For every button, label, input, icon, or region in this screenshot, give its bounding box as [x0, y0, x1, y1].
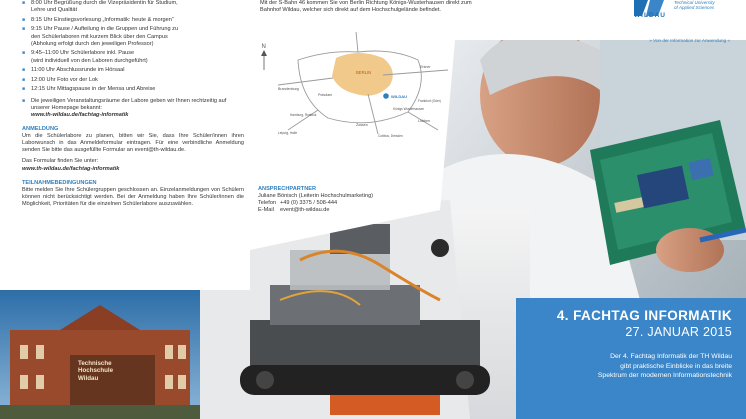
form-note-text: Das Formular finden Sie unter: — [22, 158, 99, 165]
schedule-item: ■ 12:15 Uhr Mittagspause in der Mensa und Abreise — [22, 86, 244, 93]
map-label: WILDAU — [391, 94, 407, 100]
email-label: E-Mail — [258, 207, 274, 214]
event-title: 4. FACHTAG INFORMATIK — [556, 308, 732, 323]
map-label: Zossen — [356, 123, 368, 128]
email-link[interactable]: event@th-wildau.de — [280, 207, 330, 214]
map-label: BERLIN — [356, 70, 372, 76]
conditions-text: Bitte melden Sie Ihre Schülergruppen geschlossen an. Einzelanmeldungen von Schülern können nicht berücksichtigt werden. Bei der Anmeldung haben Ihre Schüler/innen die Möglichkeit, Prioritäten für die einzelnen Schülerlabore auszuwählen. — [22, 186, 244, 207]
schedule-item: ■ 8:15 Uhr Einstiegsvorlesung „Informatik: heute & morgen“ — [22, 17, 244, 24]
map-label: Königs Wusterhausen — [393, 107, 425, 112]
contact-heading: ANSPRECHPARTNER — [258, 186, 317, 192]
schedule-list — [22, 0, 244, 94]
contact-phone-row — [258, 200, 458, 207]
directions-column — [258, 0, 478, 145]
schedule-item: ■ 8:00 Uhr Begrüßung durch die Vizepräsidentin für Studium, Lehre und Qualität — [22, 0, 244, 14]
event-date: 27. JANUAR 2015 — [625, 325, 732, 339]
rooms-note-text: Die jeweiligen Veranstaltungsräume der Labore geben wir Ihnen rechtzeitig auf unserer Homepage bekannt: — [31, 97, 227, 111]
map-label: Leipzig, Halle — [278, 131, 298, 136]
phone-label: Telefon — [258, 200, 277, 207]
north-label: N — [261, 44, 266, 51]
form-url-link[interactable]: www.th-wildau.de/fachtag-informatik — [22, 165, 120, 172]
north-arrow-icon — [261, 44, 267, 70]
map-label: Hamburg, Rostock — [290, 113, 317, 118]
map-label: Cottbus, Dresden — [378, 134, 403, 139]
rooms-url-link[interactable]: www.th-wildau.de/fachtag-informatik — [31, 111, 129, 118]
registration-form-note — [22, 158, 244, 172]
schedule-item: ■ 11:00 Uhr Abschlussrunde im Hörsaal — [22, 67, 244, 74]
th-wildau-logo[interactable] — [628, 0, 746, 24]
map-label: Potsdam — [318, 93, 333, 98]
schedule-item: ■ 9:45–11:00 Uhr Schülerlabore inkl. Pause (wird individuell von den Laboren durchgeführt) — [22, 50, 244, 64]
schedule-item: ■ 9:15 Uhr Pause / Aufteilung in die Gruppen und Führung zu den Schülerlaboren mit kurzem Blick über den Campus (Abholung erfolgt durch den jeweiligen Professor) — [22, 26, 244, 48]
map-label: Lübben — [418, 119, 430, 124]
event-banner — [516, 298, 746, 419]
map-label: Brandenburg — [278, 87, 299, 92]
location-map — [258, 30, 458, 140]
registration-heading: ANMELDUNG — [22, 126, 59, 133]
contact-block — [258, 186, 458, 214]
wildau-marker — [383, 93, 389, 99]
rooms-note — [22, 98, 244, 120]
building-sign: Technische Hochschule Wildau — [78, 360, 114, 382]
contact-name: Juliane Bönisch (Leiterin Hochschulmarketing) — [258, 193, 374, 200]
contact-email-row — [258, 207, 458, 214]
map-label: Erkner — [420, 65, 431, 70]
event-description: Der 4. Fachtag Informatik der TH Wildau gibt praktische Einblicke in das breite Spektrum der modernen Informationstechnik — [597, 353, 732, 380]
conditions-heading: TEILNAHMEBEDINGUNGEN — [22, 179, 97, 186]
program-column — [0, 0, 250, 290]
phone-number[interactable]: +49 (0) 3375 / 508-444 — [280, 200, 338, 207]
schedule-item: ■ 12:00 Uhr Foto vor der Lok — [22, 77, 244, 84]
directions-text: Mit der S-Bahn 46 kommen Sie von Berlin Richtung Königs-Wusterhausen direkt zum Bahnhof Wildau, welcher sich direkt auf dem Hochschulgelände befindet. — [260, 0, 472, 14]
registration-text: Um die Schülerlabore zu planen, bitten wir Sie, dass Ihre Schüler/innen ihren Laborwunsch in das Anmeldeformular eintragen. Für eine verbindliche Anmeldung senden Sie bitte das ausgefüllte Formular an event@th-wildau.de. — [22, 133, 244, 154]
tagline: » Von der Information zur Anwendung « — [649, 38, 730, 43]
logo-name: WILDAU — [634, 12, 666, 19]
logo-university-text: Technical University of Applied Sciences — [674, 0, 715, 11]
map-label: Frankfurt (Oder) — [418, 99, 441, 104]
